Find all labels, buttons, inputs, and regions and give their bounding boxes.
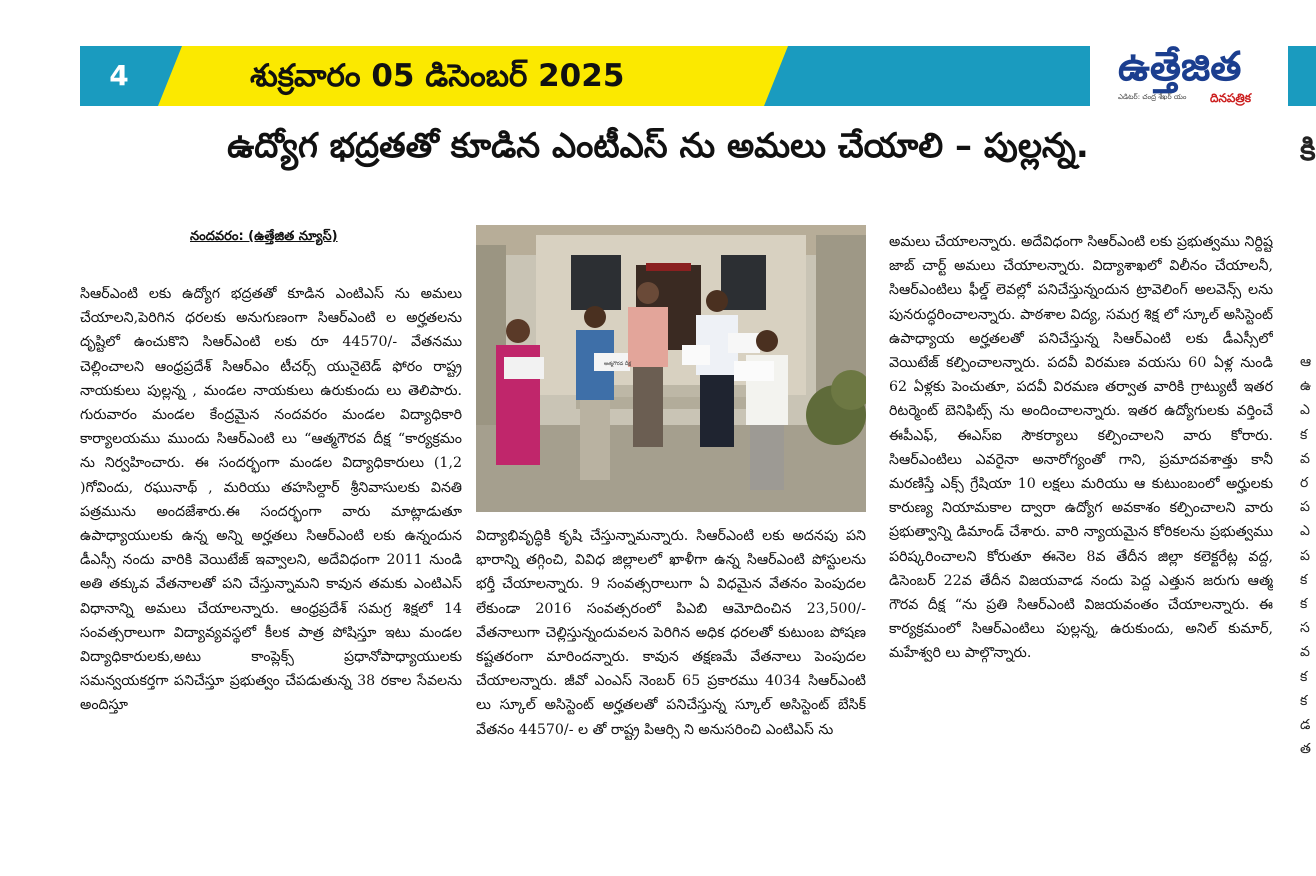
- adjacent-column-char: త: [1300, 741, 1311, 758]
- placard-text: ఆత్మగౌరవ దీక్ష: [604, 361, 632, 367]
- banner-teal-tail: [1288, 46, 1316, 106]
- article-headline: ఉద్యోగ భద్రతతో కూడిన ఎంటీఎస్ ను అమలు చేయాలి – పుల్లన్న.: [227, 126, 1089, 166]
- adjacent-column-char: ప: [1300, 499, 1310, 516]
- logo-subtitle: దినపత్రిక: [1210, 91, 1252, 105]
- masthead-banner: [80, 46, 1316, 106]
- news-photo: [476, 225, 866, 512]
- article-column-1: సిఆర్ఎంటి లకు ఉద్యోగ భద్రతతో కూడిన ఎంటిఎస్ ను అమలు చేయాలని,పెరిగిన ధరలకు అనుగుణంగా సిఆర్ఎంటి ల అర్హతలను దృష్టిలో ఉంచుకొని సిఆర్ఎంటి లకు రూ 44570/- వేతనము చెల్లించాలని ఆంధ్రప్రదేశ్ సిఆర్ఎం టీచర్స్ యునైటెడ్ ఫోరం రాష్ట్ర నాయకులు పుల్లన్న , మండల నాయకులు ఉరుకుందు లు తెలిపారు. గురువారం మండల కేంద్రమైన నందవరం మండల విద్యాధికారి కార్యాలయము ముందు సిఆర్ఎంటి లు “ఆత్మగౌరవ దీక్ష “కార్యక్రమం ను నిర్వహించారు. ఈ సందర్భంగా మండల విద్యాధికారులు (1,2 )గోవిందు, రఘునాథ్ , మరియు తహసిల్దార్ శ్రీనివాసులకు వినతి పత్రమును అందజేశారు.ఈ సందర్భంగా వారు మాట్లాడుతూ ఉపాధ్యాయులకు ఉన్న అన్ని అర్హతలు సిఆర్ఎంటి లకు ఉన్నందున డీఎస్సీ నందు వారికి వెయిటేజ్ ఇవ్వాలని, అదేవిధంగా 2011 నుండి అతి తక్కువ వేతనాలతో పని చేస్తున్నామని కావున తమకు ఎంటిఎస్ విధానాన్ని అమలు చేయాలన్నారు. ఆంధ్రప్రదేశ్ సమగ్ర శిక్షలో 14 సంవత్సరాలుగా విద్యావ్యవస్థలో కీలక పాత్ర పోషిస్తూ ఇటు మండల విద్యాధికారులకు,అటు కాంప్లెక్స్ ప్రధానోపాధ్యాయులకు సమన్వయకర్తగా పనిచేస్తూ ప్రభుత్వం చేపడుతున్న 38 రకాల సేవలను అందిస్తూ: [80, 286, 462, 714]
- logo-wordmark: ఉత్తేజిత: [1118, 44, 1242, 90]
- adjacent-column-char: క: [1300, 692, 1308, 709]
- adjacent-column-char: ఎ: [1300, 402, 1310, 419]
- adjacent-column-char: క: [1300, 426, 1308, 443]
- article-column-2: విద్యాభివృద్ధికి కృషి చేస్తున్నామన్నారు. సిఆర్ఎంటి లకు అదనపు పని భారాన్ని తగ్గించి, వివిధ జిల్లాలలో ఖాళీగా ఉన్న సిఆర్ఎంటి పోస్టులను భర్తీ చేయాలన్నారు. 9 సంవత్సరాలుగా ఏ విధమైన వేతనం పెంపుదల లేకుండా 2016 సంవత్సరంలో పిఎబి ఆమోదించిన 23,500/- వేతనాలుగా చెల్లిస్తున్నందువలన పెరిగిన అధిక ధరలతో కుటుంబ పోషణ కష్టతరంగా మారిందన్నారు. కావున తక్షణమే వేతనాలు పెంపుదల చేయాలన్నారు. జీవో ఎంఎస్ నెంబర్ 65 ప్రకారము 4034 సిఆర్ఎంటి లు స్కూల్ అసిస్టెంట్ అర్హతలతో పనిచేస్తున్న స్కూల్ అసిస్టెంట్ బేసిక్ వేతనం 44570/- ల తో రాష్ట్ర పిఆర్సి ని అనుసరించి ఎంటిఎస్ ను: [476, 528, 866, 738]
- article-column-3: అమలు చేయాలన్నారు. అదేవిధంగా సిఆర్ఎంటి లకు ప్రభుత్వము నిర్దిష్ట జాబ్ చార్ట్ అమలు చేయాలన్నారు. విద్యాశాఖలో విలీనం చేయాలనీ, సిఆర్ఎంటిలు ఫీల్డ్ లెవల్లో పనిచేస్తున్నందున ట్రావెలింగ్ అలవెన్స్ లను పునరుద్ధరించాలన్నారు. పాఠశాల విద్య, సమగ్ర శిక్ష లో స్కూల్ అసిస్టెంట్ ఉపాధ్యాయ అర్హతలతో పనిచేస్తున్న సిఆర్ఎంటి లకు డీఎస్సీలో వెయిటేజ్ కల్పించాలన్నారు. పదవీ విరమణ వయసు 60 ఏళ్ల నుండి 62 ఏళ్లకు పెంచుతూ, పదవీ విరమణ తర్వాత వారికి గ్రాట్యుటీ ఇతర రిటర్మెంట్ బెనిఫిట్స్ ను అందించాలన్నారు. ఇతర ఉద్యోగులకు వర్తించే ఈపీఎఫ్, ఈఎస్ఐ సౌకర్యాలు కల్పించాలని వారు కోరారు. సిఆర్ఎంటిలు ఎవరైనా అనారోగ్యంతో గాని, ప్రమాదవశాత్తు కానీ మరణిస్తే ఎక్స్ గ్రేషియా 10 లక్షలు మరియు ఆ కుటుంబంలో అర్హులకు కారుణ్య నియామకాల ద్వారా ఉద్యోగ అవకాశం కల్పించాలని వారు ప్రభుత్వాన్ని డిమాండ్ చేశారు. వారి న్యాయమైన కోరికలను ప్రభుత్వము పరిష్కరించాలని కోరుతూ ఈనెల 8వ తేదీన జిల్లా కలెక్టరేట్ల వద్ద, డిసెంబర్ 22వ తేదీన విజయవాడ నందు పెద్ద ఎత్తున జరుగు ఆత్మ గౌరవ దీక్ష “ను ప్రతి సిఆర్ఎంటి విజయవంతం చేయాలన్నారు. ఈ కార్యక్రమంలో సిఆర్ఎంటిలు పుల్లన్న, ఉరుకుందు, అనిల్ కుమార్, మహేశ్వరి లు పాల్గొన్నారు.: [889, 234, 1273, 662]
- adjacent-column-char: క: [1300, 571, 1308, 588]
- newspaper-logo: [1090, 46, 1288, 106]
- article-dateline: నందవరం: (ఉత్తేజిత న్యూస్): [190, 229, 338, 244]
- adjacent-column-char: వ: [1300, 450, 1310, 467]
- adjacent-column-char: ప: [1300, 547, 1310, 564]
- issue-date: శుక్రవారం 05 డిసెంబర్ 2025: [250, 58, 625, 94]
- adjacent-column-char: ఆ: [1300, 354, 1312, 370]
- adjacent-column-char: క: [1300, 668, 1308, 685]
- adjacent-column-char: వ: [1300, 644, 1310, 661]
- adjacent-column-char: ఎ: [1300, 523, 1310, 540]
- bottom-edge-scraps: [110, 868, 1210, 876]
- adjacent-column-char: ఉ: [1300, 378, 1312, 395]
- adjacent-column-char: ర: [1300, 475, 1309, 492]
- adjacent-headline-fragment: కి: [1300, 133, 1316, 168]
- page-number: 4: [109, 59, 129, 92]
- protest-photo-illustration: [476, 225, 866, 512]
- adjacent-column-char: డ: [1300, 717, 1311, 734]
- adjacent-article-fragment: [1300, 350, 1316, 761]
- adjacent-column-char: స: [1300, 620, 1310, 637]
- adjacent-column-char: క: [1300, 596, 1308, 613]
- logo-editor-line: ఎడిటర్: చంద్ర శేఖర్ యం: [1118, 93, 1187, 101]
